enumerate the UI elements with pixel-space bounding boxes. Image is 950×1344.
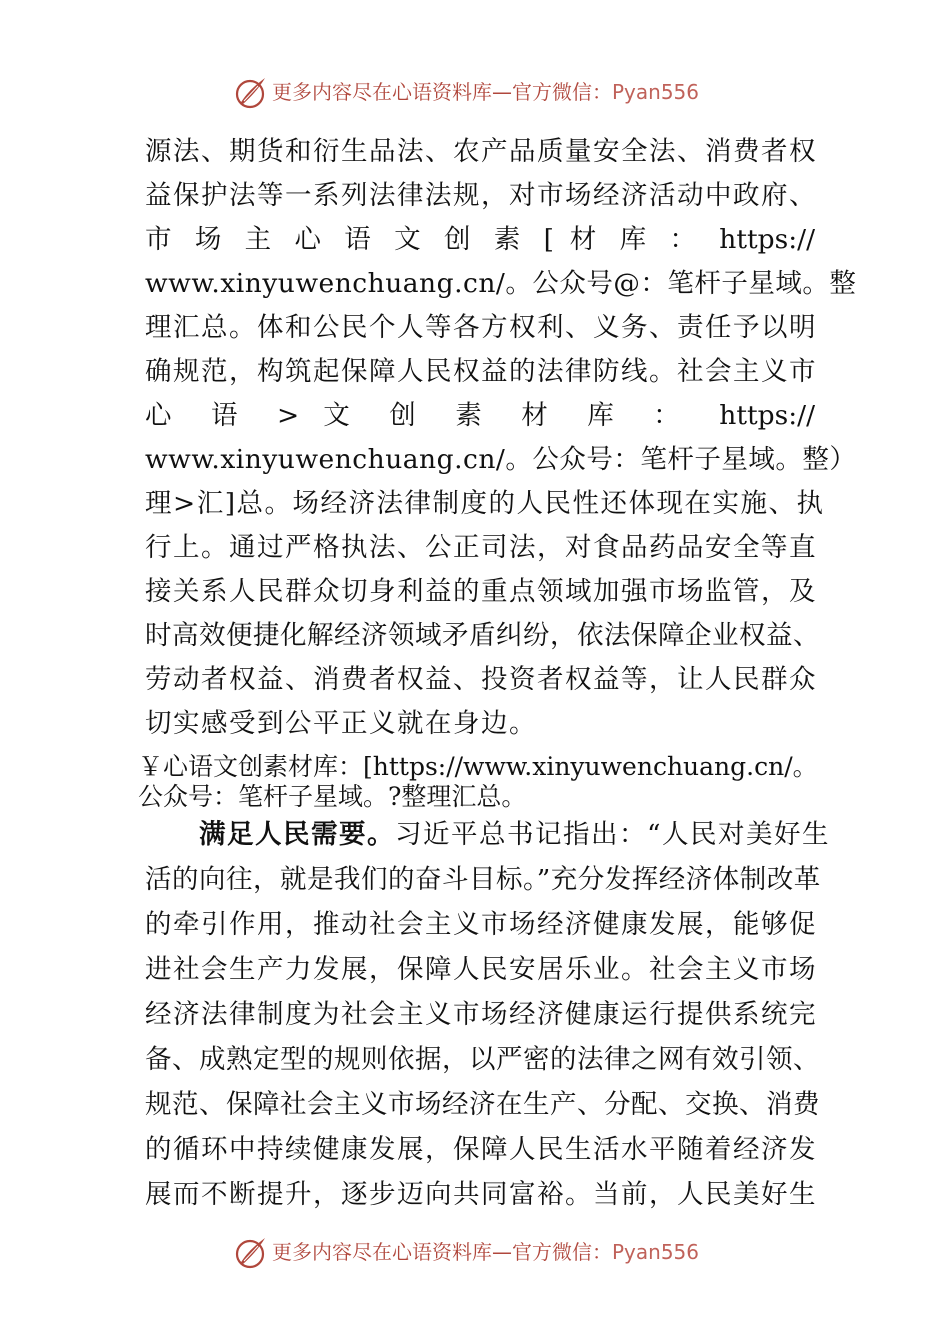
text-line: 的牵引作用，推动社会主义市场经济健康发展，能够促 — [145, 909, 817, 940]
text-line: 源法、期货和衍生品法、农产品质量安全法、消费者权 — [145, 136, 817, 167]
paragraph-heading: 满足人民需要。 — [199, 819, 395, 850]
paragraph-2 — [145, 812, 831, 1217]
footer-banner-text — [272, 1238, 699, 1266]
text-line: 时高效便捷化解经济领域矛盾纠纷，依法保障企业权益、 — [145, 620, 820, 651]
text-line: www.xinyuwenchuang.cn/。公众号：笔杆子星域。整） — [145, 444, 857, 475]
watermark-note — [138, 752, 858, 812]
text-line: 理汇总。体和公民个人等各方权利、义务、责任予以明 — [145, 312, 817, 343]
text-line: 劳动者权益、消费者权益、投资者权益等，让人民群众 — [145, 664, 817, 695]
paragraph-1 — [145, 130, 857, 746]
feather-logo-icon — [232, 74, 268, 110]
text-line: 的循环中持续健康发展，保障人民生活水平随着经济发 — [145, 1134, 817, 1165]
text-line: 接关系人民群众切身利益的重点领域加强市场监管，及 — [145, 576, 817, 607]
footer-banner-label: 更多内容尽在心语资料库—官方微信： — [272, 1240, 612, 1264]
watermark-line: ￥心语文创素材库：[https://www.xinyuwenchuang.cn/。 — [138, 752, 818, 781]
header-banner-label: 更多内容尽在心语资料库—官方微信： — [272, 80, 612, 104]
footer-banner — [0, 1232, 950, 1272]
text-line: 切实感受到公平正义就在身边。 — [145, 708, 537, 739]
text-line: 规范、保障社会主义市场经济在生产、分配、交换、消费 — [145, 1089, 820, 1120]
header-wechat-id: Pyan556 — [612, 80, 700, 104]
text-line: 行上。通过严格执法、公正司法，对食品药品安全等直 — [145, 532, 817, 563]
header-banner — [0, 72, 950, 112]
text-line: 备、成熟定型的规则依据，以严密的法律之网有效引领、 — [145, 1044, 820, 1075]
watermark-line: 公众号：笔杆子星域。?整理汇总。 — [138, 782, 527, 811]
paragraph-2-first-line-text: 习近平总书记指出：“人民对美好生 — [395, 819, 831, 850]
footer-wechat-id: Pyan556 — [612, 1240, 700, 1264]
text-line: 理>汇]总。场经济法律制度的人民性还体现在实施、执 — [145, 488, 825, 519]
text-line: www.xinyuwenchuang.cn/。公众号@：笔杆子星域。整 — [145, 268, 857, 299]
text-line: 确规范，构筑起保障人民权益的法律防线。社会主义市 — [145, 356, 817, 387]
text-line: 市 场 主 心 语 文 创 素 [ 材 库 ： https:// — [145, 224, 815, 255]
text-line: 益保护法等一系列法律法规，对市场经济活动中政府、 — [145, 180, 817, 211]
header-banner-text — [272, 78, 699, 106]
text-line: 进社会生产力发展，保障人民安居乐业。社会主义市场 — [145, 954, 817, 985]
text-line: 展而不断提升，逐步迈向共同富裕。当前，人民美好生 — [145, 1179, 817, 1210]
text-line: 心 语 > 文 创 素 材 库 ： https:// — [145, 400, 815, 431]
paragraph-2-first-line — [145, 812, 831, 857]
text-line: 经济法律制度为社会主义市场经济健康运行提供系统完 — [145, 999, 817, 1030]
feather-logo-icon — [232, 1234, 268, 1270]
text-line: 活的向往，就是我们的奋斗目标。”充分发挥经济体制改革 — [145, 864, 821, 895]
